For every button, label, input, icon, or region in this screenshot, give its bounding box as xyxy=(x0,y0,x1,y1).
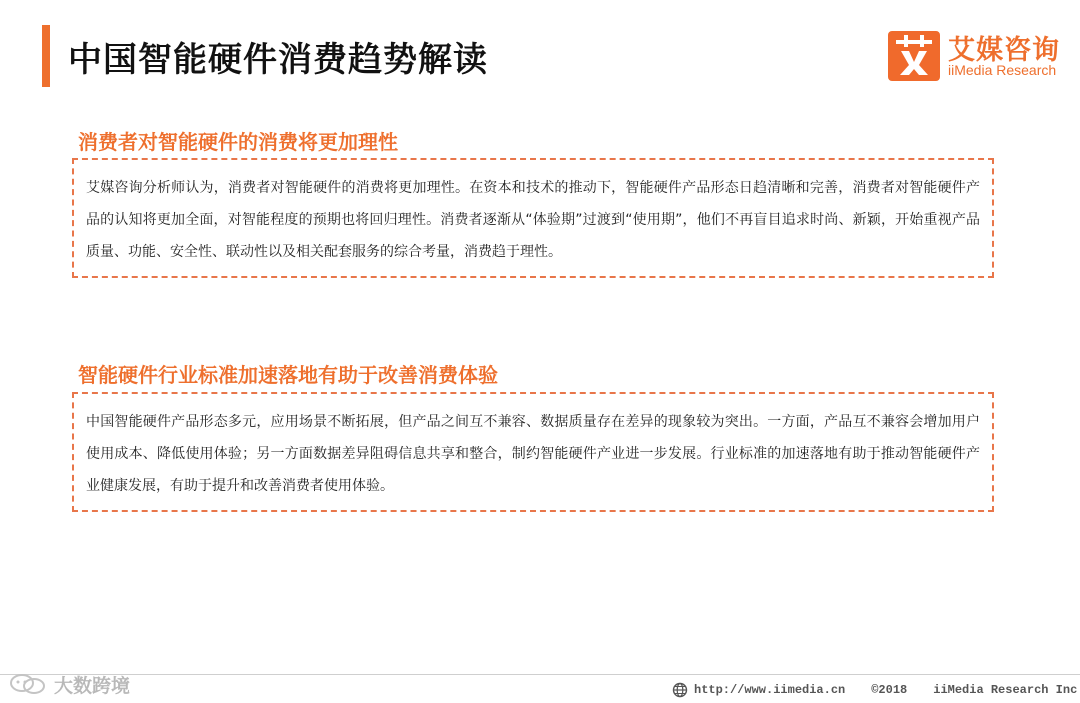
watermark xyxy=(8,670,130,698)
wechat-watermark-icon xyxy=(8,672,48,696)
section-body-industry-standards: 中国智能硬件产品形态多元，应用场景不断拓展，但产品之间互不兼容、数据质量存在差异的现象较为突出。一方面，产品互不兼容会增加用户使用成本、降低使用体验；另一方面数据差异阻碍信息共享和整合，制约智能硬件产业进一步发展。行业标准的加速落地有助于推动智能硬件产业健康发展，有助于提升和改善消费者使用体验。 xyxy=(86,414,980,494)
section-heading-rational-consumption: 消费者对智能硬件的消费将更加理性 xyxy=(78,130,398,154)
footer-copyright: ©2018 xyxy=(871,683,908,697)
title-accent-bar xyxy=(42,25,50,87)
brand-logo-icon xyxy=(888,31,940,81)
brand-name-en: iiMedia Research xyxy=(948,62,1057,78)
section-box-industry-standards xyxy=(72,392,994,512)
brand-logo xyxy=(888,28,1068,84)
section-body-rational-consumption: 艾媒咨询分析师认为，消费者对智能硬件的消费将更加理性。在资本和技术的推动下，智能硬件产品形态日趋清晰和完善，消费者对智能硬件产品的认知将更加全面，对智能程度的预期也将回归理性。消费者逐渐从“体验期”过渡到“使用期”，他们不再盲目追求时尚、新颖，开始重视产品质量、功能、安全性、联动性以及相关配套服务的综合考量，消费趋于理性。 xyxy=(86,180,980,260)
footer-company: iiMedia Research Inc xyxy=(933,683,1078,697)
watermark-text: 大数跨境 xyxy=(54,674,131,697)
footer-url[interactable]: http://www.iimedia.cn xyxy=(694,683,846,697)
section-box-rational-consumption xyxy=(72,158,994,278)
globe-icon xyxy=(672,682,688,698)
brand-name-cn: 艾媒咨询 xyxy=(948,35,1060,66)
section-heading-industry-standards: 智能硬件行业标准加速落地有助于改善消费体验 xyxy=(78,363,498,387)
page-title: 中国智能硬件消费趋势解读 xyxy=(68,40,488,80)
footer-info xyxy=(672,680,1077,700)
footer-divider xyxy=(0,674,1080,675)
